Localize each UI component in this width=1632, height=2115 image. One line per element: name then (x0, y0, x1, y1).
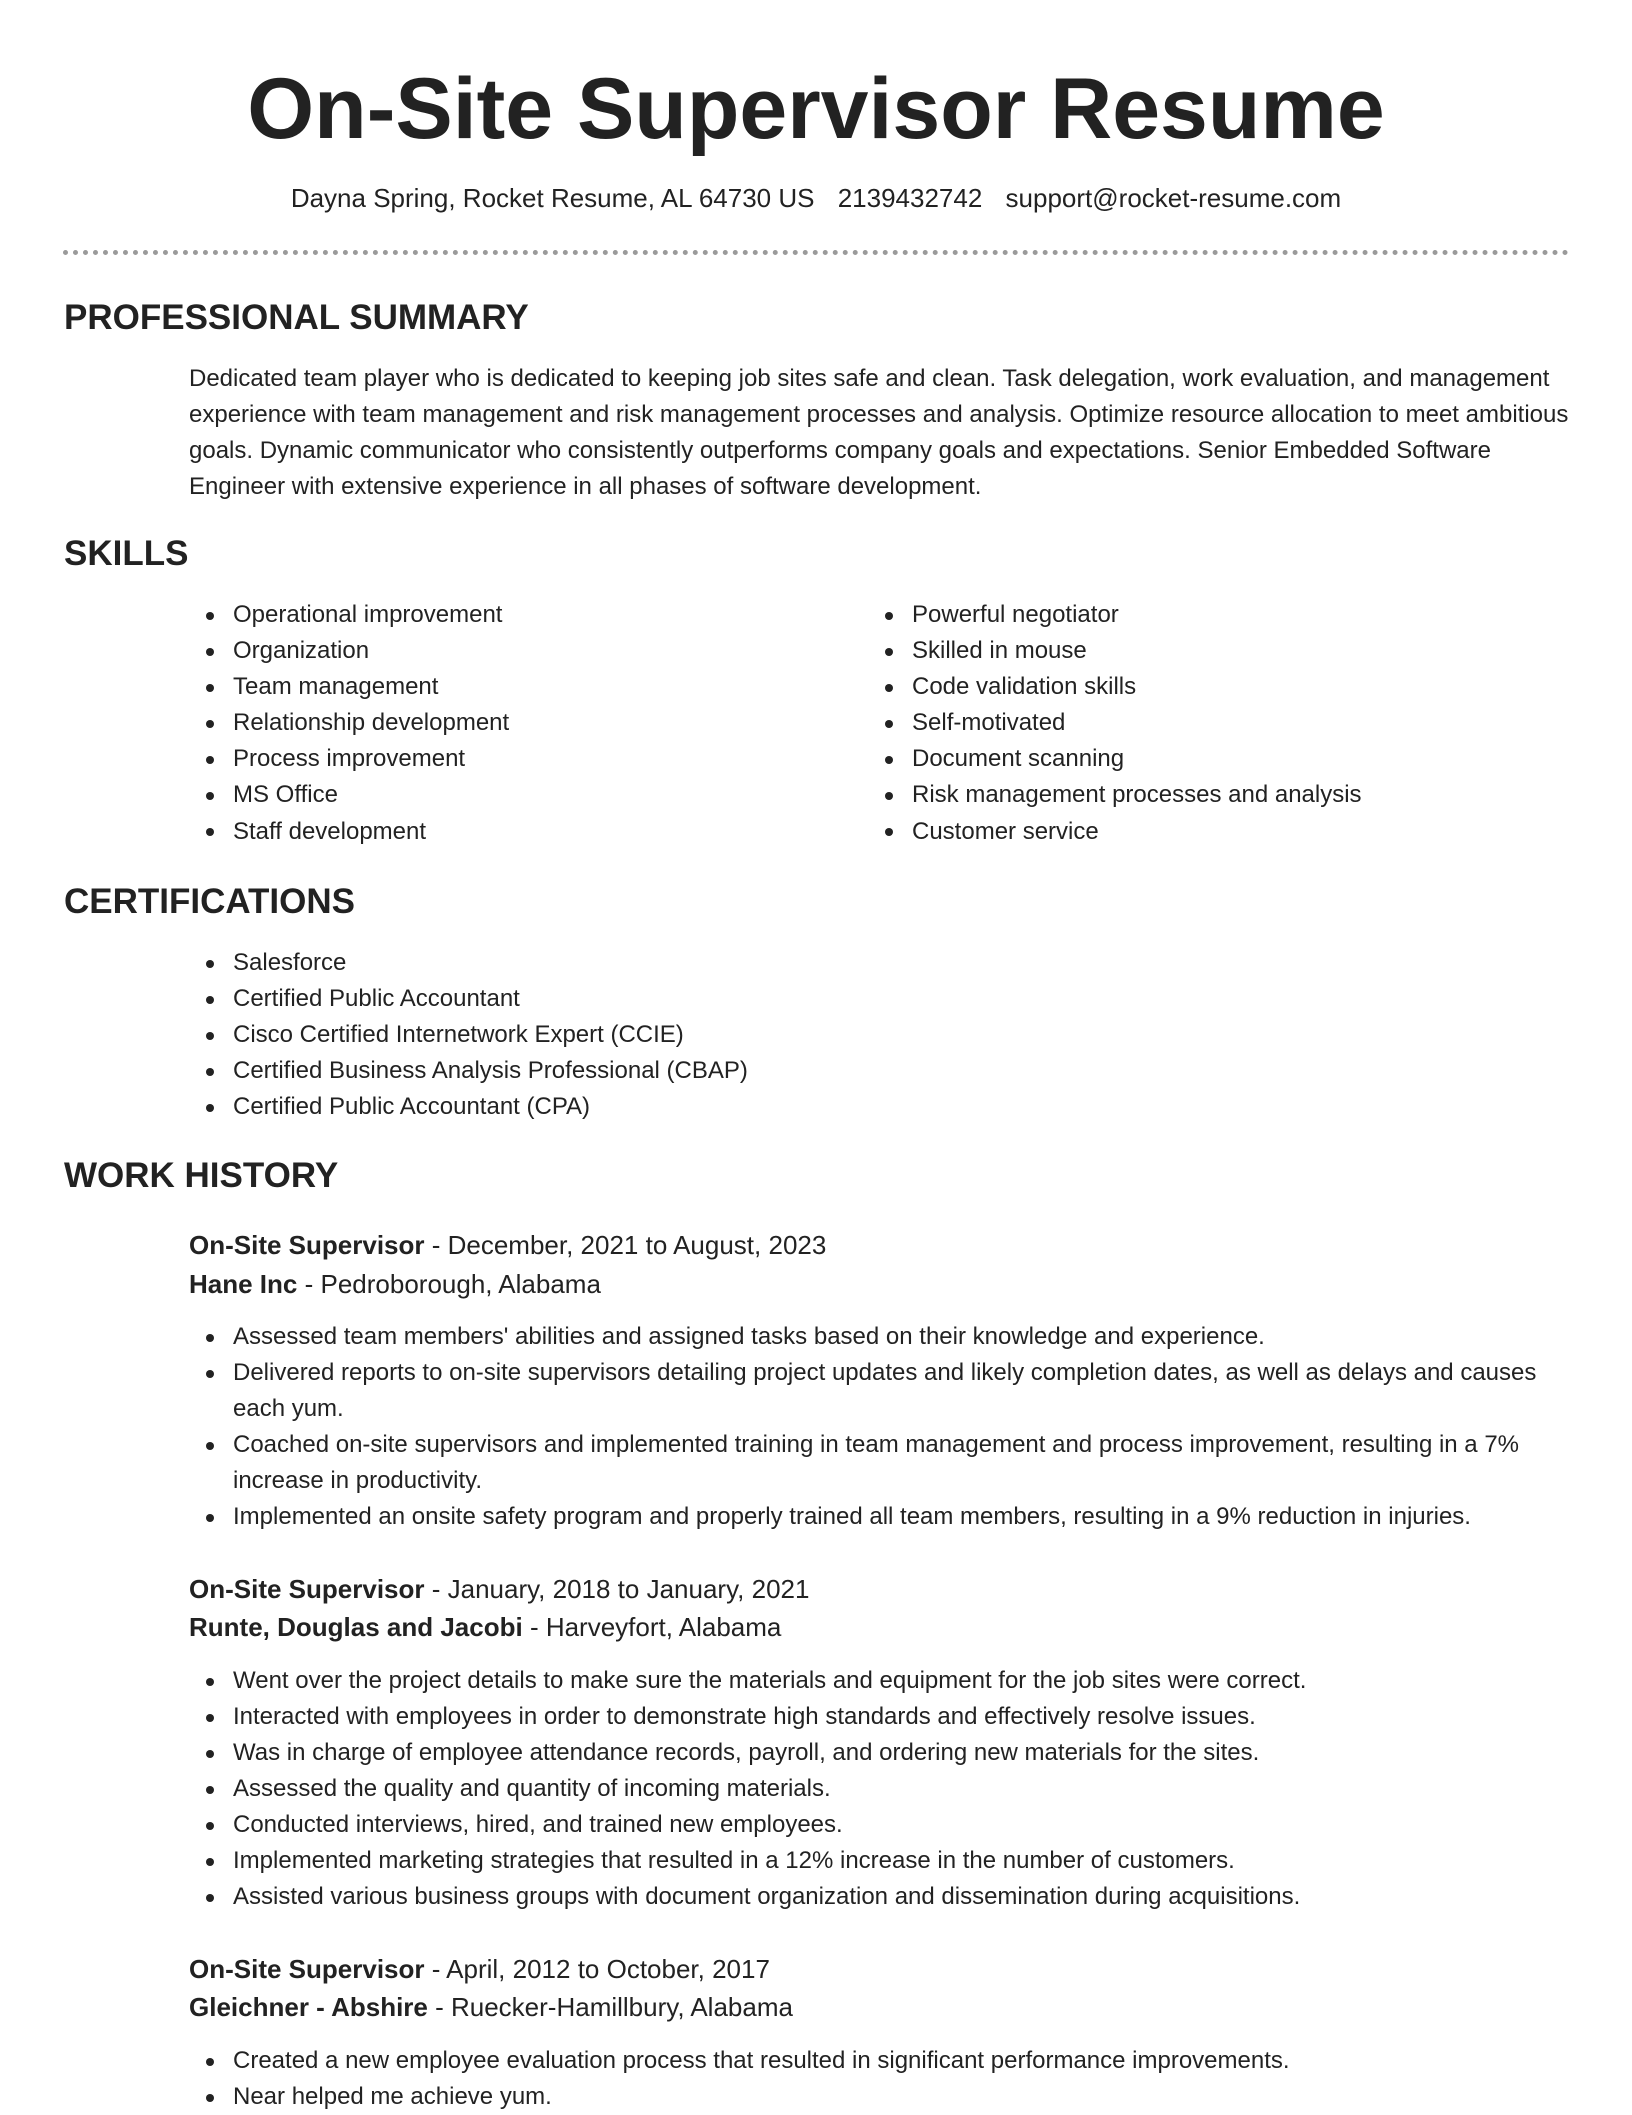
job-bullets (189, 1663, 1575, 1915)
list-item: Risk management processes and analysis (868, 777, 1568, 813)
list-item: Implemented marketing strategies that resulted in a 12% increase in the number of customers. (189, 1843, 1575, 1879)
list-item: Certified Public Accountant (CPA) (189, 1089, 1089, 1125)
contact-line (0, 178, 1632, 218)
job-bullets (189, 1319, 1575, 1535)
job-company-line (189, 1608, 781, 1646)
certifications-list (189, 945, 1089, 1125)
work-history-heading: WORK HISTORY (64, 1156, 339, 1195)
contact-email: support@rocket-resume.com (1005, 183, 1342, 213)
job-location: - Pedroborough, Alabama (297, 1269, 601, 1299)
job-role: On-Site Supervisor (189, 1574, 425, 1604)
job-company: Gleichner - Abshire (189, 1992, 428, 2022)
list-item: Organization (189, 633, 829, 669)
list-item: Implemented an onsite safety program and properly trained all team members, resulting in a 9% reduction in injuries. (189, 1499, 1575, 1535)
list-item: Assisted various business groups with document organization and dissemination during acquisitions. (189, 1879, 1575, 1915)
list-item: Cisco Certified Internetwork Expert (CCIE) (189, 1017, 1089, 1053)
job-bullets (189, 2043, 1575, 2115)
job-role: On-Site Supervisor (189, 1230, 425, 1260)
skills-heading: SKILLS (64, 534, 189, 573)
summary-heading: PROFESSIONAL SUMMARY (64, 298, 529, 337)
list-item: Assessed the quality and quantity of incoming materials. (189, 1771, 1575, 1807)
contact-address: Dayna Spring, Rocket Resume, AL 64730 US (290, 183, 815, 213)
list-item: Conducted interviews, hired, and trained new employees. (189, 1807, 1575, 1843)
job-role: On-Site Supervisor (189, 1954, 425, 1984)
list-item: Operational improvement (189, 597, 829, 633)
job-title-line (189, 1226, 826, 1264)
list-item: Relationship development (189, 705, 829, 741)
job-location: - Ruecker-Hamillbury, Alabama (427, 1992, 793, 2022)
list-item: Skilled in mouse (868, 633, 1568, 669)
list-item: Staff development (189, 813, 829, 851)
job-company-line (189, 1988, 793, 2026)
list-item: MS Office (189, 777, 829, 813)
job-location: - Harveyfort, Alabama (522, 1612, 782, 1642)
resume-title: On-Site Supervisor Resume (247, 61, 1385, 157)
list-item: Was in charge of employee attendance records, payroll, and ordering new materials for the sites. (189, 1735, 1575, 1771)
header-divider (63, 250, 1569, 255)
list-item: Interacted with employees in order to demonstrate high standards and effectively resolve issues. (189, 1699, 1575, 1735)
list-item: Near helped me achieve yum. (189, 2079, 1575, 2115)
job-company: Hane Inc (189, 1269, 298, 1299)
list-item: Certified Business Analysis Professional (CBAP) (189, 1053, 1089, 1089)
list-item: Assessed team members' abilities and assigned tasks based on their knowledge and experience. (189, 1319, 1575, 1355)
list-item: Created a new employee evaluation process that resulted in significant performance improvements. (189, 2043, 1575, 2079)
certifications-heading: CERTIFICATIONS (64, 882, 356, 921)
list-item: Document scanning (868, 741, 1568, 777)
job-company: Runte, Douglas and Jacobi (189, 1612, 523, 1642)
list-item: Team management (189, 669, 829, 705)
list-item: Delivered reports to on-site supervisors detailing project updates and likely completion dates, as well as delays and causes each yum. (189, 1355, 1575, 1427)
list-item: Self-motivated (868, 705, 1568, 741)
job-dates: - April, 2012 to October, 2017 (424, 1954, 770, 1984)
list-item: Went over the project details to make sure the materials and equipment for the job sites were correct. (189, 1663, 1575, 1699)
job-company-line (189, 1265, 601, 1303)
job-title-line (189, 1570, 809, 1608)
list-item: Powerful negotiator (868, 597, 1568, 633)
list-item: Coached on-site supervisors and implemented training in team management and process improvement, resulting in a 7% increase in productivity. (189, 1427, 1575, 1499)
summary-text: Dedicated team player who is dedicated to keeping job sites safe and clean. Task delegation, work evaluation, and management experience with team management and risk management processes and analysis. Optimize resource allocation to meet ambitious goals. Dynamic communicator who consistently outperforms company goals and expectations. Senior Embedded Software Engineer with extensive experience in all phases of software development. (189, 365, 1569, 500)
list-item: Salesforce (189, 945, 1089, 981)
list-item: Code validation skills (868, 669, 1568, 705)
job-title-line (189, 1950, 770, 1988)
job-dates: - December, 2021 to August, 2023 (424, 1230, 827, 1260)
skills-list-right (868, 597, 1568, 851)
list-item: Customer service (868, 813, 1568, 851)
contact-phone: 2139432742 (837, 183, 983, 213)
list-item: Certified Public Accountant (189, 981, 1089, 1017)
job-dates: - January, 2018 to January, 2021 (424, 1574, 810, 1604)
list-item: Process improvement (189, 741, 829, 777)
skills-list-left (189, 597, 829, 851)
